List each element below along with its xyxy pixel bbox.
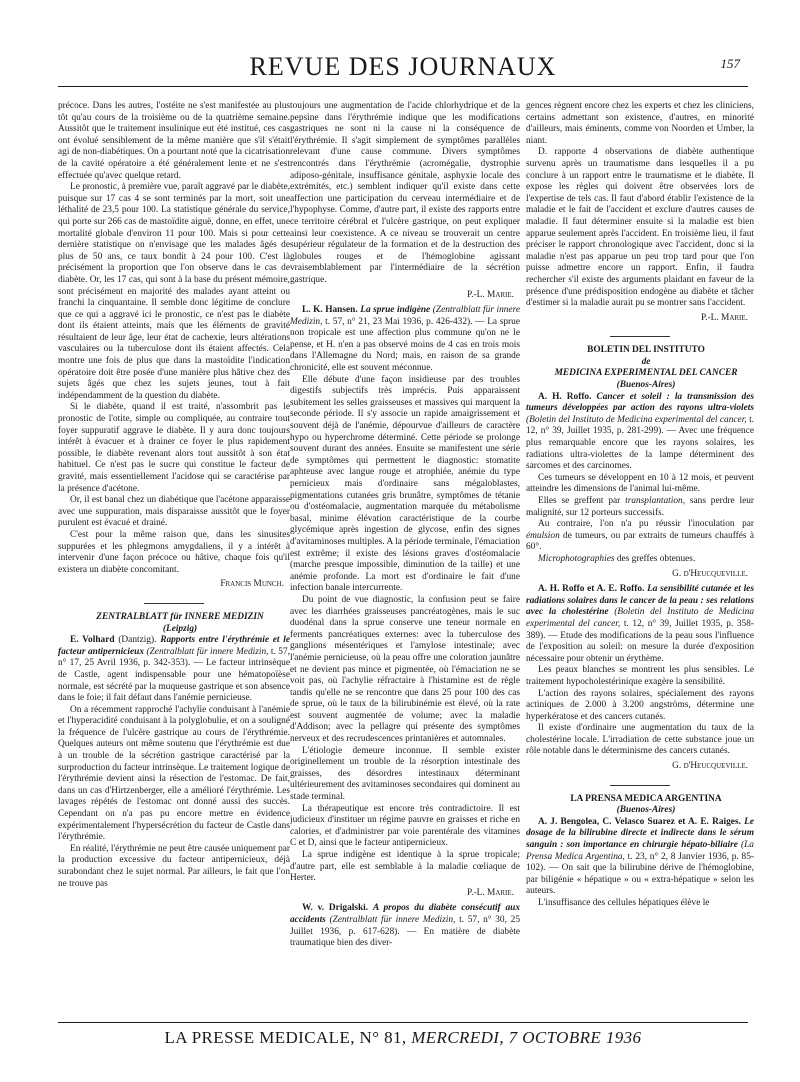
paragraph bbox=[526, 554, 754, 566]
article-author: W. v. Drigalski. bbox=[302, 903, 369, 914]
paragraph: L'étiologie demeure inconnue. Il semble exister originellement un trouble de la résorption intestinale des graisses, des désordres intestinaux déterminant ultérieurement des avitaminoses secondaires qui dominent au stade terminal. bbox=[290, 745, 520, 803]
article-reference: (Boletin del Instituto de Medicina experimental del cancer, bbox=[526, 414, 747, 425]
signature: P.-L. Marie. bbox=[467, 887, 514, 898]
footer-date: MERCREDI, 7 OCTOBRE 1936 bbox=[411, 1028, 642, 1047]
article-title: La sensibilité cutanée et les radiations solaires dans le cancer de la peau : ses relations avec la cholestérine bbox=[526, 584, 754, 618]
section-divider bbox=[610, 785, 670, 786]
page-header bbox=[58, 52, 748, 86]
article-body: t. 57, n° 17, 25 Avril 1936, p. 342-353). — Le facteur intrinsèque de Castle, agent indispensable pour une hématopoïèse normale, est sécrété par la muqueuse gastrique et son absence dans le foie; il fait défaut dans l'anémie pernicieuse. bbox=[58, 646, 290, 704]
paragraph bbox=[526, 519, 754, 554]
paragraph: La sprue indigène est identique à la sprue tropicale; d'autre part, elle est semblable à la maladie cœliaque de Herter. bbox=[290, 850, 520, 884]
paragraph: En réalité, l'érythrémie ne peut être causée uniquement par la production excessive du facteur antipernicieux, déjà surabondant chez le sujet normal. Par ailleurs, le fait que l'on ne trouve pas bbox=[58, 843, 290, 889]
article-entry bbox=[526, 392, 754, 473]
page-footer bbox=[58, 1028, 748, 1048]
article-author: E. Volhard bbox=[70, 635, 115, 646]
footer-divider bbox=[58, 1022, 748, 1023]
paragraph: gences règnent encore chez les experts et chez les cliniciens, certains admettant son existence, d'autres, en minorité d'ailleurs, mais éminents, comme von Noorden et Umber, la niant. bbox=[526, 101, 754, 146]
paragraph: Les peaux blanches se montrent les plus sensibles. Le traitement hypocholestérinique exagère la sensibilité. bbox=[526, 665, 754, 687]
paragraph: Ces tumeurs se développent en 10 à 12 mois, et peuvent atteindre les dimensions de l'animal lui-même. bbox=[526, 472, 754, 495]
header-divider bbox=[58, 86, 748, 87]
footer-issue-number: N° 81, bbox=[359, 1028, 407, 1047]
text-run: de tumeurs, ou par extraits de tumeurs chauffés à 60°. bbox=[526, 530, 754, 553]
paragraph: précoce. Dans les autres, l'ostéite ne s'est manifestée au plus tôt qu'au cours de la troisième ou de la quatrième semaine. Aussitôt que le traitement insulinique eut été institué, ces cas ont évolué sensiblement de la même manière que s'il s'était agi de non-diabétiques. On a pourtant noté que la cicatrisation de la cavité opératoire a été généralement lente et ne s'est effectuée qu'avec quelque retard. bbox=[58, 101, 290, 181]
signature: G. d'Heucqueville. bbox=[672, 568, 748, 579]
page-number: 157 bbox=[720, 56, 740, 71]
paragraph: Du point de vue diagnostic, la confusion peut se faire avec les diarrhées graisseuses pancréatogènes, mais le suc duodénal dans la sprue conserve une teneur normale en ferments pancréatiques externes: avec la tuberculose des ganglions mésentériques et l'amylose intestinale; avec l'anémie pernicieuse, où la peau offre une coloration jaunâtre et ne devient pas mince et pigmentée, où l'émaciation ne se voit pas, où l'achylie réfractaire à l'histamine est de règle tandis qu'elle ne se rencontre que dans 25 pour 100 des cas de sprue, où le taux de la bilirubinémie est élevé, où la rate est souvent augmentée de volume; avec la maladie d'Addison; avec la pellagre qui présente des symptômes nerveux et des recrudescences printanières et automnales. bbox=[290, 594, 520, 745]
article-entry bbox=[58, 635, 290, 705]
article-author: A. J. Bengolea, C. Velasco Suarez et A. E. Raiges. bbox=[538, 816, 741, 827]
signature: P.-L. Marie. bbox=[467, 289, 514, 300]
article-place: (Dantzig). bbox=[118, 635, 157, 646]
journal-section-title: REVUE DES JOURNAUX bbox=[249, 52, 557, 81]
article-title: Cancer et soleil : la transmission des tumeurs développées par action des rayons ultra-violets bbox=[526, 391, 754, 414]
section-heading: LA PRENSA MEDICA ARGENTINA bbox=[570, 793, 722, 804]
article-reference: (Zentralblatt für innere Medizin, bbox=[290, 305, 520, 327]
column-3 bbox=[526, 101, 754, 1029]
paragraph: L'insuffisance des cellules hépatiques élève le bbox=[538, 898, 710, 908]
article-body: t. 23, n° 2, 8 Janvier 1936, p. 85-102). — On sait que la bilirubine dérive de l'hémoglobine, par biligénie « hépatique » ou « extra-hépatique » selon les auteurs. bbox=[526, 851, 754, 897]
signature: Francis Munch. bbox=[220, 579, 284, 590]
text-run: des greffes obtenues. bbox=[616, 553, 696, 564]
article-title: A propos du diabète consécutif aux accidents bbox=[290, 903, 520, 925]
column-2 bbox=[290, 101, 520, 1029]
article-body: t. 12, n° 39, Juillet 1935, p. 358-389). — Etude des modifications de la peau sous l'influence de l'exposition au soleil: on mesure la durée d'exposition nécessaire pour obtenir un érythème. bbox=[526, 618, 754, 664]
column-1 bbox=[58, 101, 290, 1029]
article-title: La sprue indigène bbox=[360, 305, 431, 316]
signature: P.-L. Marie. bbox=[701, 312, 748, 323]
text-run: Au contraire, l'on n'a pu réussir l'inoculation par bbox=[538, 519, 754, 530]
text-run-italic: Microphotographies bbox=[538, 553, 615, 564]
article-body: t. 57, n° 21, 23 Mai 1936, p. 426-432). — La sprue non tropicale est une affection plus commune qu'on ne le pense, et H. n'en a pas observé moins de 4 cas en trois mois dans l'Allemagne du Nord; mais, en raison de sa grande chronicité, elle est souvent méconnue. bbox=[290, 316, 520, 374]
article-author: A. H. Roffo. bbox=[538, 391, 592, 402]
section-city: (Buenos-Aires) bbox=[616, 805, 676, 816]
text-run: sans perdre leur malignité, sur 12 porteurs successifs. bbox=[526, 496, 754, 518]
article-reference: (Zentralblatt für innere Medizin, bbox=[146, 646, 269, 657]
text-run: Elles se greffent par bbox=[538, 496, 621, 506]
paragraph: L'action des rayons solaires, spécialement des rayons actiniques de 2.000 à 3.200 angströms, détermine une hyperkératose et des cancers cutanés. bbox=[526, 688, 754, 722]
article-entry bbox=[290, 305, 520, 375]
paragraph: On a récemment rapproché l'achylie conduisant à l'anémie et l'hyperacidité conduisant à la polyglobulie, et on a souligné la fréquence de l'ulcère gastrique au cours de l'érythrémie. Quelques auteurs ont même soutenu que l'érythrémie est due à un trouble de la sécrétion gastrique caractérisé par la surproduction du facteur intrinsèque. Le traitement logique de l'érythrémie devient ainsi la résection de l'estomac. De fait, dans un cas d'Hirtzenberger, elle a amélioré l'érythrémie. Les lavages répétés de l'estomac ont donné aussi des succès. Cependant on n'a pas pu encore mettre en évidence expérimentalement l'hypersécrétion du facteur de Castle dans l'érythrémie. bbox=[58, 704, 290, 843]
paragraph: C'est pour la même raison que, dans les sinusites suppurées et les phlegmons amygdaliens, il y a intérêt à intervenir d'une façon précoce ou hâtive, chaque fois qu'il existera un diabète concomitant. bbox=[58, 529, 290, 575]
section-divider bbox=[610, 336, 670, 337]
paragraph: toujours une augmentation de l'acide chlorhydrique et de la pepsine dans l'érythrémie indique que les modifications gastriques ne sont ni la cause ni la conséquence de l'érythrémie. Il s'agit simplement de symptômes parallèles relevant d'une cause commune. Divers symptômes rencontrés dans l'érythrémie (acromégalie, dystrophie adiposo-génitale, insuffisance génitale, asphyxie locale des extrémités, etc.) semblent indiquer qu'il existe dans cette affection une participation du cerveau intermédiaire et de l'hypophyse. Comme, d'autre part, il existe des rapports entre ce territoire cérébral et l'ulcère gastrique, on peut expliquer ainsi leur coexistence. A ce niveau se trouverait un centre supérieur régulateur de la formation et de la destruction des globules rouges et de l'hémoglobine agissant vraisemblablement par l'intermédiaire de la sécrétion gastrique. bbox=[290, 101, 520, 285]
paragraph: Or, il est banal chez un diabétique que l'acétone apparaisse avec une suppuration, mais disparaisse aussitôt que le foyer purulent est évacué et drainé. bbox=[58, 495, 290, 529]
article-title: Le dosage de la bilirubine directe et indirecte dans le sérum sanguin : son importance en chirurgie hépato-biliaire bbox=[526, 816, 754, 851]
article-reference: (Boletin del Instituto de Medicina experimental del cancer, bbox=[526, 607, 754, 629]
article-reference: (Zentralblatt für innere Medizin, bbox=[329, 914, 456, 925]
paragraph: Elle débute d'une façon insidieuse par des troubles digestifs subjectifs très imprécis. Puis apparaissent subitement les selles graisseuses et massives qui marquent la seconde période. Il s'y associe un rapide amaigrissement et souvent déjà de l'anémie, dépourvue d'ailleurs de caractère hypo ou hyperchrome déterminé. Cette période se prolonge souvent durant des années. Ensuite se manifestent une série de symptômes qui permettent le diagnostic: stomatite aphteuse avec langue rouge et atrophiée, anémie du type pernicieux mais d'ordinaire sans mégaloblastes, pigmentations cutanées gris brunâtre, symptômes de tétanie ou d'ostéomalacie, augmentation marquée du métabolisme basal, minime élévation caractéristique de la courbe glycémique après ingestion de glycose, enfin des signes d'avitaminoses multiples. A la période terminale, l'émaciation est extrême; il existe des lésions graves d'ostéomalacie (marche presque impossible, diminution de la taille) et une anémie profonde. La mort est d'ordinaire le fait d'une infection banale intercurrente. bbox=[290, 374, 520, 594]
article-body: t. 57, n° 30, 25 Juillet 1936, p. 617-628). — En matière de diabète traumatique bien des diver- bbox=[290, 914, 520, 949]
paragraph bbox=[526, 496, 754, 519]
section-heading: ZENTRALBLATT für INNERE MEDIZIN bbox=[96, 611, 264, 622]
paragraph: Le pronostic, à première vue, paraît aggravé par le diabète, puisque sur 17 cas 4 se sont terminés par la mort, soit une léthalité de 23,5 pour 100. La statistique générale du service, qui porte sur 266 cas de mastoïdite aiguë, donne, en effet, une mortalité globale d'environ 11 pour 100. Mais si pour cette dernière statistique on n'envisage que les malades âgés de plus de 50 ans, ce taux bondit à 24 pour 100. C'est là précisément la proportion que l'on observe dans le cas de diabète. Or, les 17 cas, qui sont à la base du présent mémoire, sont précisément en majorité des malades ayant atteint ou franchi la cinquantaine. Il semble donc légitime de conclure que ce qui a aggravé ici le pronostic, ce n'est pas le diabète dont ils étaient atteints, mais que les éléments de gravité résultaient de leur âge, leur état de cachexie, leurs altérations vasculaires ou la tuberculose dont ils étaient affectés. Cela montre une fois de plus que dans la mastoïdite l'indication opératoire doit être posée d'une manière plus hâtive chez des sujets âgés que chez les sujets jeunes, tout à fait indépendamment de la question du diabète. bbox=[58, 182, 290, 401]
article-entry bbox=[290, 903, 520, 949]
footer-journal: LA PRESSE MEDICALE, bbox=[164, 1028, 355, 1047]
section-heading-de: de bbox=[641, 356, 651, 367]
section-heading-line3: MEDICINA EXPERIMENTAL DEL CANCER bbox=[554, 368, 738, 379]
paragraph: Si le diabète, quand il est traité, n'assombrit pas le pronostic de l'otite, simple ou compliquée, au contraire tout foyer suppuratif aggrave le diabète. Il y aura donc toujours intérêt à évacuer et à drainer ce foyer le plus rapidement possible, le diabète revenant alors tout aussitôt à son état habituel. Ce n'est pas le sucre qui constitue le facteur de gravité, mais essentiellement l'acidose qui se caractérise par la présence d'acétone. bbox=[58, 402, 290, 494]
section-divider bbox=[144, 603, 204, 604]
article-body: t. 12, n° 39, Juillet 1935, p. 281-299). — Avec une fréquence plus remarquable encore que les rayons solaires, les radiations ultra-violettes de la lampe déterminent des sarcomes et des carcinomes. bbox=[526, 414, 754, 472]
section-city: (Buenos-Aires) bbox=[616, 380, 676, 391]
article-reference: (La Prensa Medica Argentina, bbox=[526, 840, 754, 862]
paragraph: La thérapeutique est encore très contradictoire. Il est judicieux d'instituer un régime pauvre en graisses et riche en calories, et d'administrer par voie parentérale des vitamines C et D, ainsi que le facteur antipernicieux. bbox=[290, 803, 520, 849]
text-run-italic: émulsion bbox=[526, 530, 560, 541]
article-entry bbox=[526, 584, 754, 665]
article-author: L. K. Hansen. bbox=[302, 305, 358, 316]
article-author: A. H. Roffo et A. E. Roffo. bbox=[538, 584, 645, 595]
paragraph: Il existe d'ordinaire une augmentation du taux de la cholestérine locale. L'irradiation de cette substance joue un rôle notable dans le déterminisme des cancers cutanés. bbox=[526, 723, 754, 757]
article-title: Rapports entre l'érythrémie et le facteur antipernicieux bbox=[58, 635, 290, 657]
article-entry bbox=[526, 817, 754, 898]
section-heading: BOLETIN DEL INSTITUTO bbox=[587, 345, 705, 356]
paragraph: D. rapporte 4 observations de diabète authentique survenu après un traumatisme dans lesquelles il a pu conclure à un rapport entre le traumatisme et le diabète. Il expose les règles qui doivent être observées lors de l'expertise de tels cas. Il faut d'abord établir l'existence de la maladie et le fait de l'accident et exclure d'autres causes de maladie. Il faut déterminer ensuite si la maladie est bien apparue seulement après l'accident. En troisième lieu, il faut préciser le rapport chronologique avec l'accident, donc si la maladie n'est pas apparue un peu trop tard pour que l'on puisse admettre encore un rapport. Enfin, il faudra rechercher s'il existe des arguments plaidant en faveur de la présence d'une prédisposition endogène au diabète et tâcher d'estimer si la maladie aurait pu se montrer sans l'accident. bbox=[526, 147, 754, 309]
signature: G. d'Heucqueville. bbox=[672, 761, 748, 772]
section-city: (Leipzig) bbox=[162, 623, 198, 634]
text-run-italic: transplantation, bbox=[625, 496, 686, 506]
